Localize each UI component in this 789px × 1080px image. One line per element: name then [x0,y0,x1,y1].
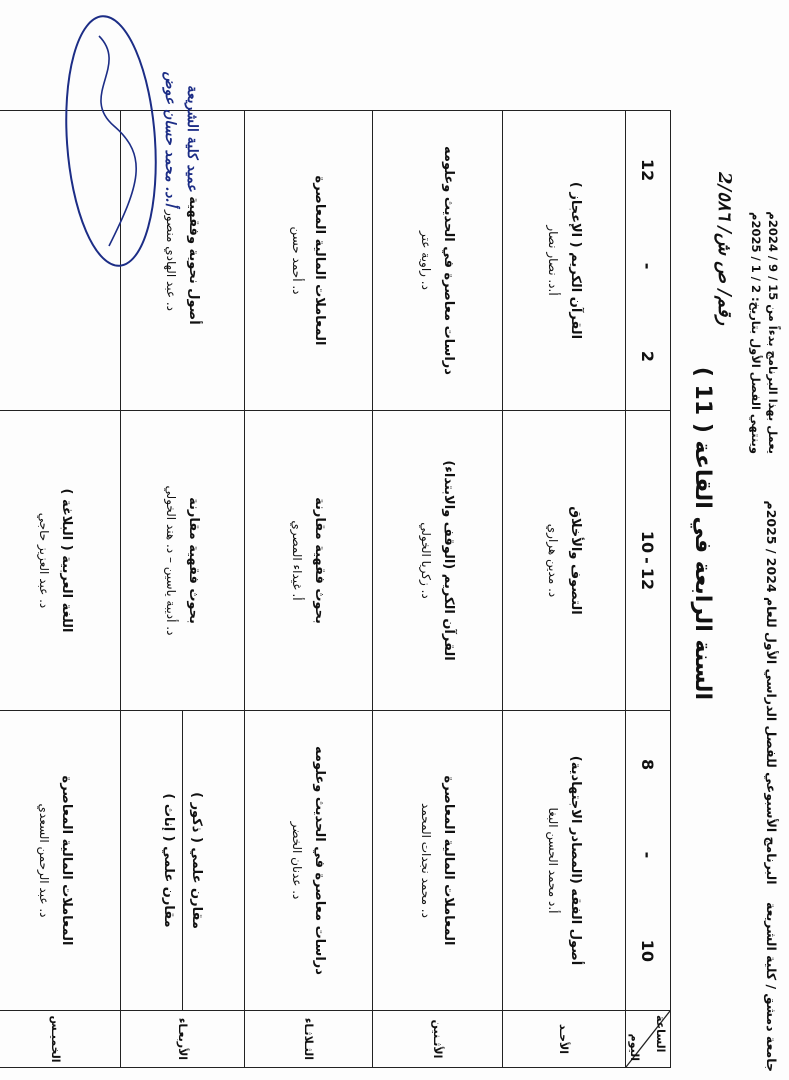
slot-from: 10 [638,530,658,554]
subject: دراسات معاصرة في الحديث وعلومه [312,746,328,975]
day-label: الأربعـاء [121,1011,245,1068]
schedule-cell [373,111,503,411]
time-slot-3 [626,111,671,411]
day-label: الأثـنين [373,1011,503,1068]
schedule-cell [503,711,626,1011]
schedule-cell [245,111,373,411]
schedule-cell [0,711,121,1011]
subject: بحوث فقهية مقارنة [312,497,328,624]
program-dates [747,14,781,454]
table-row [245,111,373,1068]
schedule-cell [245,411,373,711]
day-label: الأحـد [503,1011,626,1068]
subject: المعاملات المالية المعاصرة [441,775,457,946]
schedule-cell-split [121,711,245,1011]
schedule-description: البرنامج الأسبوعي للفصل الدراسي الأول للعام 2024 / 2025م [764,500,779,885]
slot-from: 12 [638,159,658,182]
slot-from: 8 [638,759,658,771]
day-label: الثـلاثـاء [245,1011,373,1068]
time-slot-1 [626,711,671,1011]
professor: د. عبد الرحمن السعدي [37,803,52,918]
professor: د. أحمد حسن [290,226,305,295]
professor: د. زكريا الخولي [419,522,434,599]
table-row [503,111,626,1068]
professor: أ.د محمد الحسن البغا [546,807,560,914]
slot-to: 2 [638,350,658,362]
schedule-cell [503,411,626,711]
subject: القرآن الكريم (الوقف والابتداء) [441,460,457,661]
reference-number: رقم/ ص ش/ 2/٥٨٦ [714,172,735,326]
subject: دراسات معاصرة في الحديث وعلومه [441,146,457,375]
start-date-line: يعمل بهذا البرنامج بدءاً من 15 / 9 / 2024م [766,211,780,454]
signature-scribble-icon [49,6,169,276]
subject: التصوف والأخلاق [568,506,583,615]
subject: المعاملات المالية المعاصرة [59,775,75,946]
professor: د. أديبة ياسين – د. هند الخولي [164,485,179,636]
end-date-line: وينتهي الفصل الأول بتاريخ: 2 / 1 / 2025م [749,212,763,454]
day-label: الخميـس [0,1011,121,1068]
time-slot-2 [626,411,671,711]
professor: أ.د. نصار نصار [546,225,560,296]
dean-name: أ.د. محمد حسان عوض [162,71,178,207]
slot-sep: - [638,557,658,564]
subject-males: مقارن علمي ( ذكور ) [182,711,206,1010]
subject: القرآن الكريم ( الإعجاز ) [568,181,583,340]
subject: المعاملات المالية المعاصرة [312,175,328,346]
professor: د. عدنان الخضر [290,821,305,900]
subject: اللغة العربية ( البلاغة ) [59,488,75,633]
professor: د. عبد الهادي منصور [164,209,179,312]
schedule-cell [245,711,373,1011]
split-cell [159,711,206,1010]
dean-title: عميد كلية الشريعة [184,85,200,193]
header-university-line [764,462,779,1072]
slot-sep: - [638,262,658,270]
schedule-cell [503,111,626,411]
university-name: جامعة دمشق / كلية الشريعة [764,901,779,1072]
slot-to: 10 [638,939,658,962]
slot-sep: - [638,851,658,859]
table-row [373,111,503,1068]
page-title: السنة الرابعة في القاعة ( 11 ) [690,366,715,700]
professor: د. محمد نجدات المحمد [419,803,434,918]
schedule-cell [0,411,121,711]
professor: د. مدين هراري [546,523,560,598]
corner-time-label: الساعة [654,1015,667,1053]
table-header-row [626,111,671,1068]
subject: بحوث فقهية مقارنة [186,497,202,624]
professor: د. عبد العزيز حاجي [37,512,52,609]
subject: أصول نحوية وفقهية [186,196,202,325]
schedule-cell [121,411,245,711]
schedule-cell [373,711,503,1011]
corner-cell [626,1011,671,1068]
subject-females: مقارن علمي ( إناث ) [161,793,176,928]
professor: أ. غيداء المصري [290,520,305,601]
slot-to: 12 [638,567,658,591]
professor: د. راوية عتر [419,231,434,290]
corner-day-label: اليوم [628,1033,641,1061]
subject: أصول الفقه (المصادر الاجتهادية) [568,755,583,966]
schedule-cell [373,411,503,711]
